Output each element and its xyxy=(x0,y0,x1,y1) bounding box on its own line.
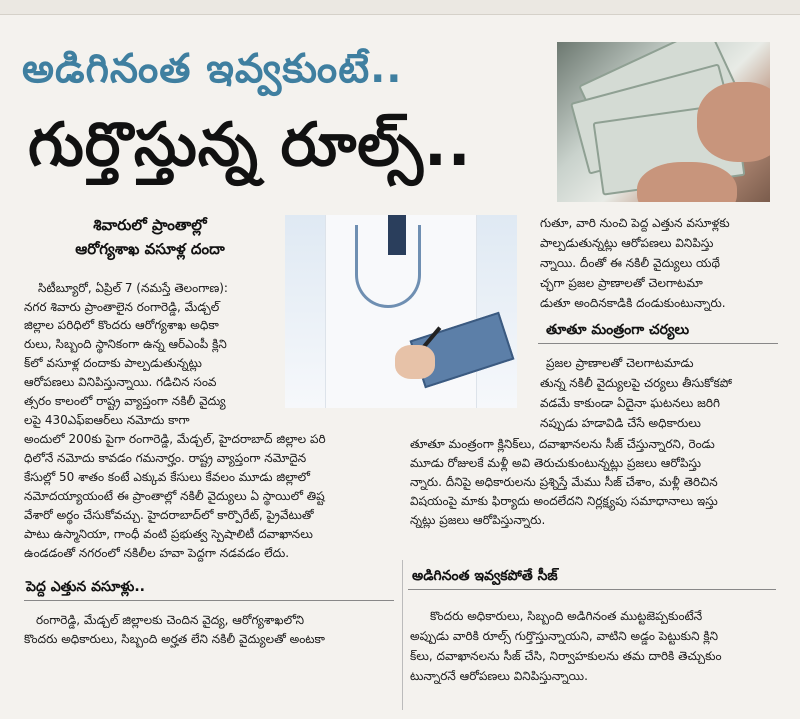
text-line: నప్పుడు హడావిడి చేసే అధికారులు xyxy=(540,416,701,430)
text-line: జిల్లాల పరిధిలో కొందరు ఆరోగ్యశాఖ అధికా xyxy=(24,318,219,332)
text-line: టున్నారనే ఆరోపణలు వినిపిస్తున్నాయి. xyxy=(410,669,588,683)
text-line: న్నట్లు ప్రజలు ఆరోపిస్తున్నారు. xyxy=(410,513,546,527)
text-line: ప్రజల ప్రాణాలతో చెలగాటమాడు xyxy=(546,356,694,370)
section-title: అడిగినంత ఇవ్వకపోతే సీజ్ xyxy=(412,568,558,584)
text-line: చ్ఛగా ప్రజల ప్రాణాలతో చెలగాటమా xyxy=(540,276,703,290)
text-line: డుతూ అందినకాడికి దండుకుంటున్నారు. xyxy=(540,296,726,310)
doctor-photo xyxy=(285,215,517,408)
text-line: అప్పుడు వారికి రూల్స్ గుర్తొస్తున్నాయని, వాటిని అడ్డం పెట్టుకుని క్లిని xyxy=(410,629,719,643)
text-line: నగర శివారు ప్రాంతాలైన రంగారెడ్డి, మేడ్చల్ xyxy=(24,300,220,314)
text-line: కొందరు అధికారులు, సిబ్బంది అడిగినంత ముట్టజెప్పకుంటేనే xyxy=(430,609,703,623)
text-line: ఉండడంతో నగరంలో నకిలీల హవా పెద్దగా నడవడం లేదు. xyxy=(24,546,290,560)
text-line: రంగారెడ్డి, మేడ్చల్ జిల్లాలకు చెందిన వైద్య, ఆరోగ్యశాఖలోని xyxy=(36,613,305,627)
text-line: క్‌లు, దవాఖానలను సీజ్ చేసి, నిర్వాహకులను తమ దారికి తెచ్చుకుం xyxy=(410,649,722,663)
text-line: లపై 430ఎఫ్ఐఆర్‌లు నమోదు కాగా xyxy=(24,413,190,427)
text-line: అందులో 200కు పైగా రంగారెడ్డి, మేడ్చల్, హైదరాబాద్ జిల్లాల పరి xyxy=(24,432,326,446)
subhead-line2: ఆరోగ్యశాఖ వసూళ్ల దందా xyxy=(75,240,225,258)
masthead-strip xyxy=(0,0,800,15)
text-line: కొందరు అధికారులు, సిబ్బంది అర్హత లేని నకిలీ వైద్యులతో అంటకా xyxy=(24,632,325,646)
text-line: పాటు ఉస్మానియా, గాంధీ వంటి ప్రభుత్వ స్పెషాలిటీ దవాఖానలు xyxy=(24,527,313,541)
subhead-line1: శివారులో ప్రాంతాల్లో xyxy=(93,216,207,234)
text-line: వడమే కాకుండా ఏదైనా ఘటనలు జరిగి xyxy=(540,396,720,410)
column-divider xyxy=(402,560,403,710)
text-line: తూతూ మంత్రంగా క్లినిక్‌లు, దవాఖానలను సీజ్ చేస్తున్నారని, రెండు xyxy=(410,437,715,451)
text-line: మూడు రోజులకే మళ్లీ అవి తెరుచుకుంటున్నట్లు ప్రజలు ఆరోపిస్తు xyxy=(410,456,702,470)
text-line: నమోదయ్యాయంటే ఈ ప్రాంతాల్లో నకిలీ వైద్యులు ఏ స్థాయిలో తిష్ట xyxy=(24,489,325,503)
text-line: క్‌లో వసూళ్ల దందాకు పాల్పడుతున్నట్లు xyxy=(24,356,202,370)
text-line: త్సరం కాలంలో రాష్ట్ర వ్యాప్తంగా నకిలీ వైద్యు xyxy=(24,394,226,408)
text-line: రులు, సిబ్బంది స్థానికంగా ఉన్న ఆర్ఎంపీ క్లిని xyxy=(24,337,227,351)
text-line: ఆరోపణలు వినిపిస్తున్నాయి. గడిచిన సంవ xyxy=(24,375,217,389)
text-line: వేశారో అర్థం చేసుకోవచ్చు. హైదరాబాద్‌లో కార్పొరేట్, ప్రైవేటుతో xyxy=(24,508,314,522)
section-title: తూతూ మంత్రంగా చర్యలు xyxy=(546,322,690,338)
text-line: తున్న నకిలీ వైద్యులపై చర్యలు తీసుకోకపో xyxy=(540,376,732,390)
section-divider xyxy=(24,600,394,601)
section-divider xyxy=(408,589,776,590)
section-title: పెద్ద ఎత్తున వసూళ్లు.. xyxy=(26,579,145,595)
text-line: న్నాయి. దీంతో ఈ నకిలీ వైద్యులు యథే xyxy=(540,256,720,270)
section-divider xyxy=(538,343,778,344)
text-line: విషయంపై మాకు ఫిర్యాదు అందలేదని నిర్లక్ష్యపు సమాధానాలు ఇస్తు xyxy=(410,494,718,508)
text-line: కేసుల్లో 50 శాతం కంటే ఎక్కువ కేసులు కేవలం మూడు జిల్లాలో xyxy=(24,470,311,484)
headline-line1: అడిగినంత ఇవ్వకుంటే.. xyxy=(22,46,403,92)
text-line: న్నారు. దీనిపై అధికారులను ప్రశ్నిస్తే మేము సీజ్ చేశాం, మళ్లీ తెరిచిన xyxy=(410,475,718,489)
headline-line2: గుర్తొస్తున్న రూల్స్.. xyxy=(28,110,472,180)
text-line: పాల్పడుతున్నట్లు ఆరోపణలు వినిపిస్తు xyxy=(540,236,714,250)
money-photo xyxy=(557,42,770,202)
text-line: గుతూ, వారి నుంచి పెద్ద ఎత్తున వసూళ్లకు xyxy=(540,216,730,230)
text-line: ధిలోనే నమోదు కావడం గమనార్హం. రాష్ట్ర వ్యాప్తంగా నమోదైన xyxy=(24,451,307,465)
text-line: సిటీబ్యూరో, ఏప్రిల్ 7 (నమస్తే తెలంగాణ): xyxy=(38,281,228,295)
